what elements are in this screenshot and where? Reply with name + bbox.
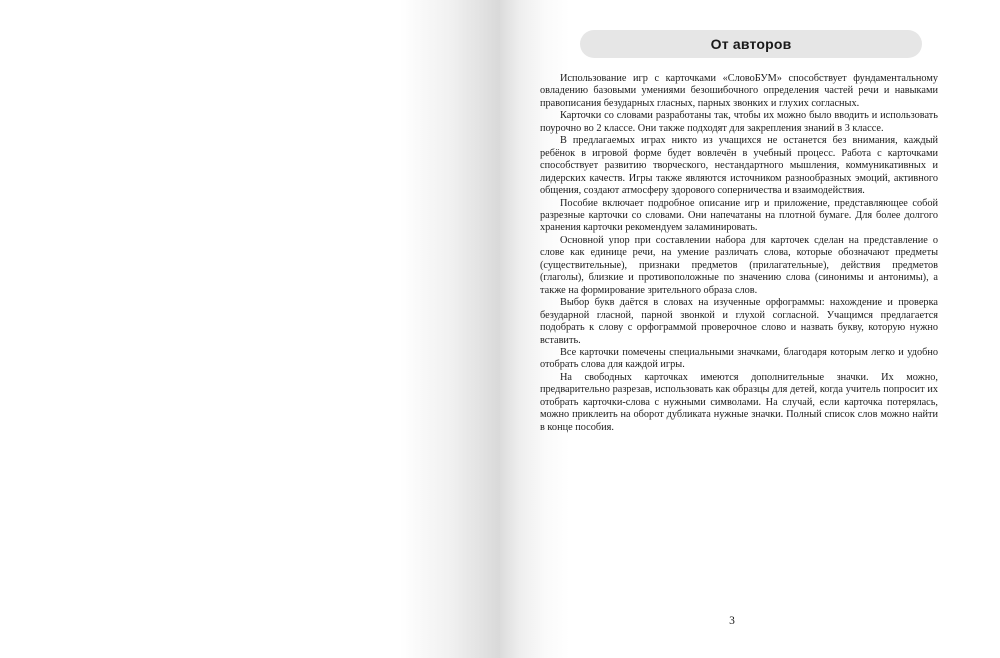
section-title-bar [580, 30, 922, 58]
paragraph: Использование игр с карточками «СловоБУМ» способствует фундаментальному овладению базовыми умениями безошибочного определения частей речи и навыками правописания безударных гласных, парных звонких и глухих согласных. [540, 73, 938, 109]
paragraph: Карточки со словами разработаны так, чтобы их можно было вводить и использовать поурочно во 2 классе. Они также подходят для закрепления знаний в 3 классе. [540, 110, 938, 134]
paragraph: На свободных карточках имеются дополнительные значки. Их можно, предварительно разрезав, использовать как образцы для детей, когда учитель попросит их отобрать карточки-слова с нужными символами. На случай, если карточка потерялась, можно приклеить на оборот дубликата нужные значки. Полный список слов можно найти в конце пособия. [540, 371, 938, 433]
page-title: От авторов [710, 36, 792, 52]
paragraph: Пособие включает подробное описание игр и приложение, представляющее собой разрезные карточки со словами. Они напечатаны на плотной бумаге. Для более долгого хранения карточки рекомендуем заламинировать. [540, 197, 938, 234]
paragraph: Все карточки помечены специальными значками, благодаря которым легко и удобно отобрать слова для каждой игры. [540, 346, 938, 371]
paragraph: Основной упор при составлении набора для карточек сделан на представление о слове как единице речи, на умение различать слова, которые обозначают предметы (существительные), признаки предметов (прилагательные), действия предметов (глаголы), близкие и противоположные по значению слова (синонимы и антонимы), а также на формирование зрительного образа слов. [540, 234, 938, 296]
page-number: 3 [729, 615, 735, 627]
body-text [540, 73, 938, 434]
paragraph: Выбор букв даётся в словах на изученные орфограммы: нахождение и проверка безударной гласной, парной звонкой и глухой согласной. Учащимся предлагается подобрать к слову с орфограммой проверочное слово и назвать букву, которую нужно вставить. [540, 297, 938, 346]
paragraph: В предлагаемых играх никто из учащихся не останется без внимания, каждый ребёнок в игровой форме будет вовлечён в учебный процесс. Работа с карточками способствует развитию творческого, нестандартного мышления, коммуникативных и лидерских качеств. Игры также являются источником разнообразных эмоций, активного общения, создают атмосферу здорового соперничества и взаимодействия. [540, 135, 938, 197]
